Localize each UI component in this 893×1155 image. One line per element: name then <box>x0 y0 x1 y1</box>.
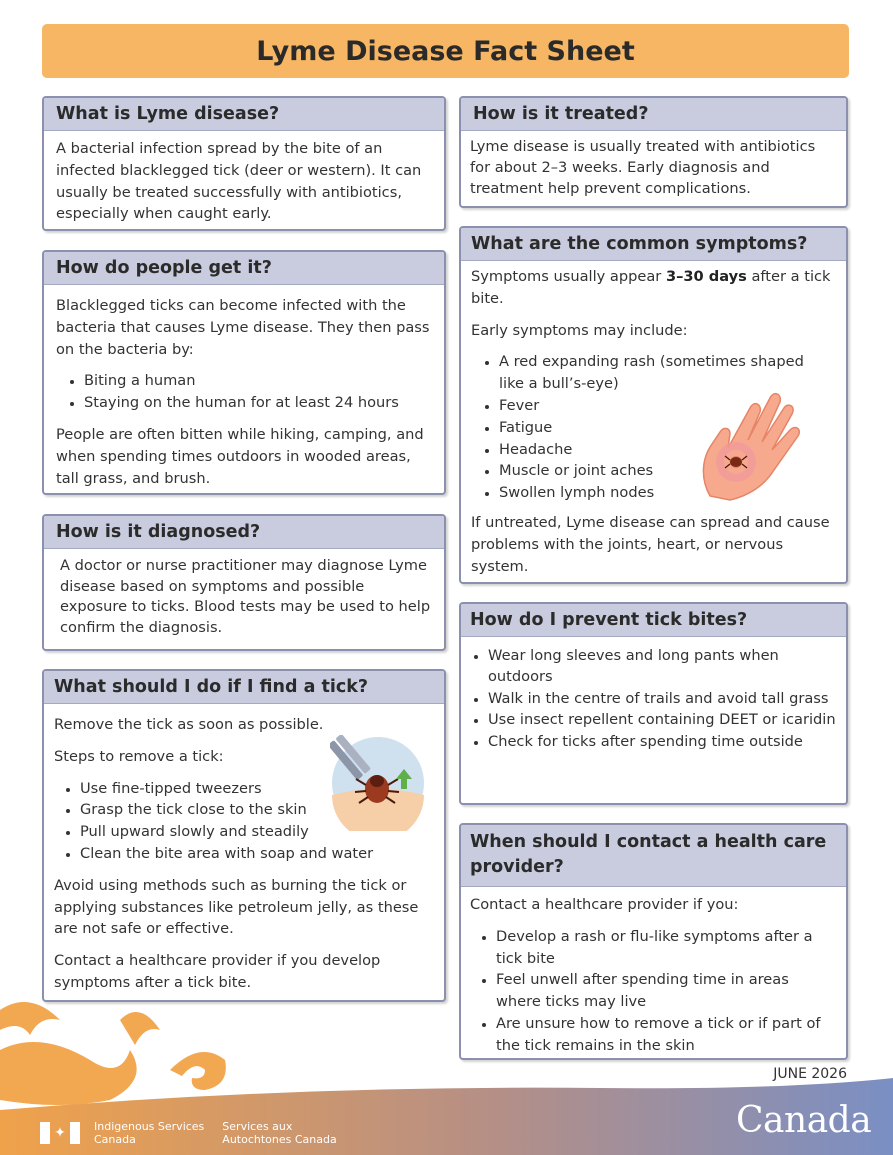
list-item: • Headache <box>499 439 819 461</box>
tweezers-tick-icon <box>330 735 426 831</box>
symptoms-heading: What are the common symptoms? <box>461 228 846 261</box>
list-item: • Staying on the human for at least 24 hours <box>84 392 434 414</box>
find-tick-p3: Avoid using methods such as burning the tick or applying substances like petroleum jelly, as these are not safe or effective. <box>54 876 419 938</box>
treated-heading: How is it treated? <box>461 98 846 131</box>
diagnosed-heading: How is it diagnosed? <box>44 516 444 549</box>
list-item: • Fever <box>499 395 819 417</box>
diagnosed-text: A doctor or nurse practitioner may diagnose Lyme disease based on symptoms and possible exposure to ticks. Blood tests may be used to help confirm the diagnosis. <box>60 557 431 636</box>
how-get-intro: Blacklegged ticks can become infected with the bacteria that causes Lyme disease. They then pass on the bacteria by: <box>56 297 430 358</box>
list-item: • Use insect repellent containing DEET or icaridin <box>488 709 836 730</box>
publication-date: JUNE 2026 <box>773 1066 847 1082</box>
how-get-heading: How do people get it? <box>44 252 444 285</box>
list-item: • Walk in the centre of trails and avoid tall grass <box>488 688 836 709</box>
list-item: • Check for ticks after spending time outside <box>488 731 836 752</box>
maple-leaf-icon: ✦ <box>40 1122 80 1144</box>
list-item: • Muscle or joint aches <box>499 460 819 482</box>
list-item: • Biting a human <box>84 370 434 392</box>
what-is-text: A bacterial infection spread by the bite of an infected blacklegged tick (deer or western). It can usually be treated successfully with antibiotics, especially when caught early. <box>56 140 422 223</box>
list-item: • Use fine-tipped tweezers <box>80 778 434 800</box>
isc-english: Indigenous Services Canada <box>94 1120 205 1146</box>
title-banner <box>42 24 849 78</box>
isc-signature <box>40 1120 355 1146</box>
find-tick-p1: Remove the tick as soon as possible. <box>54 716 324 733</box>
list-item: • Grasp the tick close to the skin <box>80 799 434 821</box>
list-item: • A red expanding rash (sometimes shaped like a bull’s-eye) <box>499 351 819 395</box>
list-item: • Develop a rash or flu-like symptoms after a tick bite <box>496 926 836 970</box>
symptoms-p1: Symptoms usually appear 3–30 days after a tick bite. <box>471 268 831 307</box>
find-tick-p4: Contact a healthcare provider if you develop symptoms after a tick bite. <box>54 952 381 991</box>
diagnosed-box <box>42 514 446 651</box>
list-item: • Clean the bite area with soap and water <box>80 843 434 865</box>
what-is-heading: What is Lyme disease? <box>44 98 444 131</box>
list-item: • Fatigue <box>499 417 819 439</box>
find-tick-heading: What should I do if I find a tick? <box>44 671 444 704</box>
treated-box <box>459 96 848 208</box>
isc-french: Services aux Autochtones Canada <box>222 1120 337 1146</box>
symptoms-p3: If untreated, Lyme disease can spread and cause problems with the joints, heart, or nervous system. <box>471 513 830 575</box>
prevent-list <box>470 645 836 752</box>
find-tick-p2: Steps to remove a tick: <box>54 747 224 765</box>
how-get-outro: People are often bitten while hiking, camping, and when spending times outdoors in wooded areas, tall grass, and brush. <box>56 425 424 487</box>
list-item: • Are unsure how to remove a tick or if part of the tick remains in the skin <box>496 1013 836 1057</box>
how-get-list <box>56 370 434 414</box>
what-is-box <box>42 96 446 231</box>
symptoms-days: 3–30 days <box>665 268 747 285</box>
canada-wordmark: Canada <box>736 1100 872 1141</box>
symptoms-p2: Early symptoms may include: <box>471 321 688 339</box>
list-item: • Wear long sleeves and long pants when outdoors <box>488 645 836 688</box>
prevent-box <box>459 602 848 805</box>
contact-intro: Contact a healthcare provider if you: <box>470 896 739 913</box>
list-item: • Feel unwell after spending time in areas where ticks may live <box>496 969 836 1013</box>
prevent-heading: How do I prevent tick bites? <box>461 604 846 637</box>
list-item: • Pull upward slowly and steadily <box>80 821 434 843</box>
page-title: Lyme Disease Fact Sheet <box>256 35 635 67</box>
hand-with-tick-icon <box>690 378 808 503</box>
find-tick-box <box>42 669 446 1002</box>
treated-text: Lyme disease is usually treated with antibiotics for about 2–3 weeks. Early diagnosis and treatment help prevent complications. <box>470 138 816 197</box>
list-item: • Swollen lymph nodes <box>499 482 819 504</box>
how-get-box <box>42 250 446 495</box>
contact-heading: When should I contact a health care provider? <box>461 825 846 887</box>
